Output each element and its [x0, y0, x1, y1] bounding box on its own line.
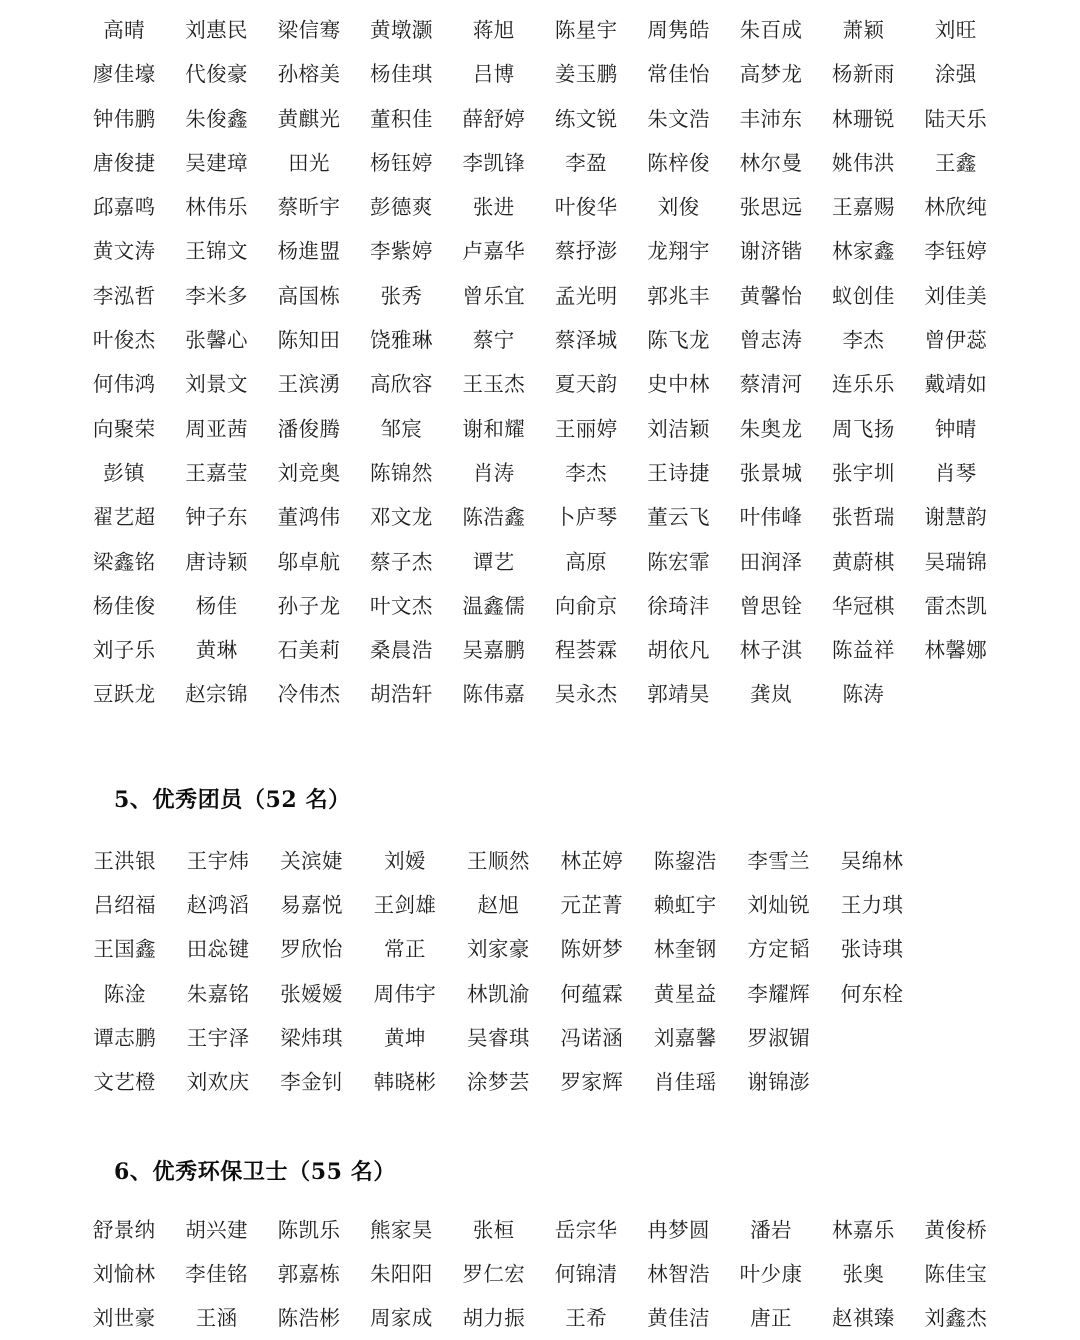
name-cell: 董云飞: [647, 505, 710, 530]
name-cell: 刘景文: [185, 372, 248, 397]
name-cell: 田光: [288, 150, 330, 175]
name-cell: 潘岩: [750, 1217, 792, 1242]
name-cell: 罗欣怡: [280, 937, 343, 962]
name-cell: 岳宗华: [554, 1217, 618, 1242]
name-cell: 王鑫: [934, 150, 977, 175]
name-cell: 陈飞龙: [647, 328, 710, 353]
name-cell: 朱阳阳: [370, 1261, 433, 1286]
name-cell: 代俊豪: [185, 62, 248, 87]
name-cell: 张思远: [739, 195, 803, 220]
name-cell: 刘欢庆: [186, 1070, 250, 1095]
name-cell: 陈宏霏: [647, 549, 710, 574]
name-cell: 黄文涛: [92, 239, 156, 264]
name-cell: 赵宗锦: [185, 682, 248, 707]
name-cell: 蔡清河: [739, 372, 803, 397]
name-cell: 刘洁颖: [647, 416, 710, 441]
name-cell: 陈凯乐: [277, 1217, 341, 1242]
name-cell: 梁炜琪: [280, 1025, 343, 1050]
name-cell: 萧颖: [842, 18, 885, 42]
name-cell: 孟光明: [554, 283, 618, 308]
name-cell: 吕博: [472, 62, 515, 87]
name-cell: 蚁创佳: [832, 283, 895, 308]
name-cell: 胡依凡: [647, 638, 710, 663]
name-cell: 李钰婷: [924, 239, 988, 264]
section-heading-outstanding-environmental-guardians: 6、优秀环保卫士（55 名）: [114, 1158, 396, 1185]
name-cell: 温鑫儒: [462, 593, 526, 618]
name-cell: 黄馨怡: [739, 283, 803, 308]
name-cell: 叶文杰: [370, 593, 433, 618]
name-cell: 方定韬: [747, 937, 811, 962]
name-cell: 高国栋: [277, 283, 341, 308]
name-cell: 周飞扬: [832, 416, 895, 441]
name-cell: 华冠棋: [832, 593, 895, 618]
name-cell: 黄佳洁: [647, 1306, 710, 1331]
name-cell: 王力琪: [840, 893, 904, 918]
name-cell: 王洪银: [93, 848, 157, 873]
name-cell: 张嫒嫒: [280, 981, 343, 1006]
name-cell: 李金钊: [280, 1070, 343, 1095]
name-cell: 赵旭: [477, 893, 520, 918]
name-cell: 黄琳: [195, 638, 238, 663]
name-cell: 王嘉莹: [185, 460, 248, 485]
name-cell: 蔡宁: [472, 328, 515, 353]
name-cell: 冯诺涵: [560, 1025, 624, 1050]
name-cell: 常正: [384, 937, 426, 962]
name-cell: 周伟宇: [373, 981, 437, 1006]
name-cell: 王宇炜: [186, 848, 250, 873]
name-cell: 王涵: [195, 1306, 238, 1331]
name-cell: 刘嘉馨: [653, 1025, 717, 1050]
name-cell: 李杰: [842, 328, 885, 353]
name-cell: 刘惠民: [185, 18, 248, 42]
name-cell: 陆天乐: [924, 106, 988, 131]
name-cell: 向俞京: [554, 593, 618, 618]
name-cell: 肖涛: [472, 460, 515, 485]
name-cell: 曾伊蕊: [924, 328, 988, 353]
name-cell: 唐正: [750, 1306, 792, 1331]
name-cell: 黄蔚棋: [832, 549, 895, 574]
name-cell: 吴绵林: [840, 848, 904, 873]
name-cell: 吴睿琪: [467, 1025, 530, 1050]
name-cell: 张宇圳: [832, 460, 895, 485]
name-cell: 谢锦澎: [747, 1070, 811, 1095]
name-cell: 刘子乐: [92, 638, 156, 663]
name-cell: 涂梦芸: [467, 1070, 530, 1095]
name-cell: 郭嘉栋: [277, 1261, 341, 1286]
name-cell: 林珊锐: [832, 106, 895, 131]
name-cell: 李雪兰: [747, 848, 811, 873]
name-cell: 蔡昕宇: [277, 195, 341, 220]
name-cell: 李紫婷: [370, 239, 433, 264]
name-cell: 陈星宇: [554, 18, 618, 42]
name-cell: 王国鑫: [93, 937, 157, 962]
name-cell: 李盈: [565, 150, 608, 175]
name-cell: 姜玉鹏: [554, 62, 618, 87]
name-cell: 赵鸿滔: [186, 893, 250, 918]
name-cell: 易嘉悦: [280, 893, 343, 918]
name-cell: 邓文龙: [370, 505, 433, 530]
name-cell: 钟伟鹏: [92, 106, 156, 131]
name-cell: 罗家辉: [560, 1070, 624, 1095]
name-cell-empty: [825, 1060, 918, 1104]
name-cell: 刘俊: [657, 195, 700, 220]
name-cell: 刘世豪: [92, 1306, 156, 1331]
name-cell: 肖佳瑶: [653, 1070, 717, 1095]
name-cell: 何锦清: [554, 1261, 618, 1286]
name-cell: 张奥: [842, 1261, 885, 1286]
name-cell: 李佳铭: [185, 1261, 248, 1286]
name-cell: 李杰: [565, 460, 608, 485]
name-cell: 唐俊捷: [92, 150, 156, 175]
name-cell: 王丽婷: [554, 416, 618, 441]
name-cell: 丰沛东: [739, 106, 803, 131]
name-cell: 林智浩: [647, 1261, 710, 1286]
name-cell: 谢济锴: [739, 239, 803, 264]
name-cell: 杨佳琪: [370, 62, 433, 87]
name-cell: 张诗琪: [840, 937, 904, 962]
name-cell: 杨佳俊: [92, 593, 156, 618]
name-cell: 王锦文: [185, 239, 248, 264]
name-cell: 邹宸: [380, 416, 423, 441]
name-cell: 翟艺超: [92, 505, 156, 530]
name-cell: 叶俊华: [554, 195, 618, 220]
name-cell: 李泓哲: [92, 283, 156, 308]
name-cell: 朱俊鑫: [185, 106, 248, 131]
name-cell: 吴瑞锦: [924, 549, 988, 574]
name-cell: 豆跃龙: [92, 682, 156, 707]
name-cell: 何伟鸿: [92, 372, 156, 397]
name-cell: 曾乐宜: [462, 283, 526, 308]
name-cell: 胡浩轩: [370, 682, 433, 707]
name-cell: 廖佳壕: [92, 62, 156, 87]
name-list-section-4-continued: [78, 8, 1002, 717]
name-cell: 陈伟嘉: [462, 682, 526, 707]
name-cell: 张秀: [380, 283, 423, 308]
name-cell: 彭镇: [103, 460, 146, 485]
name-cell: 高梦龙: [739, 62, 803, 87]
name-cell: 董积佳: [370, 106, 433, 131]
name-cell: 杨钰婷: [370, 150, 433, 175]
name-cell: 胡兴建: [185, 1217, 248, 1242]
name-cell: 张馨心: [185, 328, 248, 353]
name-cell: 陈知田: [277, 328, 341, 353]
name-cell: 郭靖昊: [647, 682, 710, 707]
name-cell: 何蕴霖: [560, 981, 624, 1006]
name-cell: 蔡子杰: [370, 549, 433, 574]
name-cell: 陈浩鑫: [462, 505, 526, 530]
name-cell: 吴嘉鹏: [462, 638, 526, 663]
name-cell: 董鸿伟: [277, 505, 341, 530]
name-cell: 王剑雄: [373, 893, 437, 918]
name-cell: 彭德爽: [370, 195, 433, 220]
name-cell: 王滨湧: [277, 372, 341, 397]
name-list-section-5: [78, 839, 919, 1105]
name-cell: 陈锦然: [370, 460, 433, 485]
name-cell: 肖琴: [934, 460, 977, 485]
name-cell: 罗淑镅: [747, 1025, 811, 1050]
name-cell: 林家鑫: [832, 239, 895, 264]
name-cell: 王嘉赐: [832, 195, 895, 220]
name-cell: 石美莉: [277, 638, 341, 663]
name-cell: 黄星益: [653, 981, 717, 1006]
name-cell: 陈佳宝: [924, 1261, 988, 1286]
name-cell: 田惢键: [186, 937, 250, 962]
name-cell: 陈梓俊: [647, 150, 710, 175]
name-cell: 林芷婷: [560, 848, 624, 873]
name-cell: 郭兆丰: [647, 283, 710, 308]
name-cell: 梁鑫铭: [92, 549, 156, 574]
name-cell: 陈浩彬: [277, 1306, 341, 1331]
name-cell: 蔡泽城: [554, 328, 618, 353]
name-cell: 叶俊杰: [92, 328, 156, 353]
name-cell: 张哲瑞: [832, 505, 895, 530]
name-cell: 陈涛: [842, 682, 885, 707]
name-cell: 徐琦沣: [647, 593, 710, 618]
name-cell: 饶雅琳: [370, 328, 433, 353]
name-cell: 黄坤: [384, 1025, 426, 1050]
name-cell: 元芷菁: [560, 893, 624, 918]
name-cell: 王希: [565, 1306, 608, 1331]
name-cell: 吴永杰: [554, 682, 618, 707]
name-cell: 李耀辉: [747, 981, 811, 1006]
name-cell: 钟晴: [934, 416, 977, 441]
name-cell: 龚岚: [750, 682, 792, 707]
name-cell: 曾志涛: [739, 328, 803, 353]
name-cell: 李米多: [185, 283, 248, 308]
name-cell: 朱嘉铭: [186, 981, 250, 1006]
name-cell: 叶少康: [739, 1261, 803, 1286]
name-cell: 孙子龙: [277, 593, 341, 618]
name-cell: 刘嫒: [384, 848, 426, 873]
name-cell: 冉梦圆: [647, 1217, 710, 1242]
name-cell: 桑晨浩: [370, 638, 433, 663]
name-cell: 吕绍福: [93, 893, 157, 918]
name-cell: 林伟乐: [185, 195, 248, 220]
name-cell: 张进: [472, 195, 515, 220]
name-cell: 王玉杰: [462, 372, 526, 397]
name-cell: 杨新雨: [832, 62, 895, 87]
name-cell: 刘旺: [934, 18, 977, 42]
name-cell: 朱奥龙: [739, 416, 803, 441]
name-cell: 罗仁宏: [462, 1261, 526, 1286]
name-cell: 潘俊腾: [277, 416, 341, 441]
name-cell: 张景城: [739, 460, 803, 485]
name-cell: 赖虹宇: [653, 893, 717, 918]
name-cell: 钟子东: [185, 505, 248, 530]
name-cell: 林欣纯: [924, 195, 988, 220]
name-cell: 杨進盟: [277, 239, 341, 264]
name-cell: 刘灿锐: [747, 893, 811, 918]
name-cell: 高晴: [103, 18, 146, 42]
name-cell: 杨佳: [195, 593, 238, 618]
name-cell: 孙榕美: [277, 62, 341, 87]
document-page: [0, 8, 1080, 1331]
name-cell: 林子淇: [739, 638, 803, 663]
name-cell: 周隽皓: [647, 18, 710, 42]
name-cell: 周亚茜: [185, 416, 248, 441]
name-cell: 陈鋆浩: [653, 848, 717, 873]
name-cell: 冷伟杰: [277, 682, 341, 707]
name-cell: 刘家豪: [467, 937, 530, 962]
name-cell: 陈妍梦: [560, 937, 624, 962]
name-cell: 连乐乐: [832, 372, 895, 397]
name-cell: 陈淦: [103, 981, 146, 1006]
name-cell: 戴靖如: [924, 372, 988, 397]
name-cell: 关滨婕: [280, 848, 343, 873]
name-cell: 向聚荣: [92, 416, 156, 441]
name-cell: 赵祺臻: [832, 1306, 895, 1331]
name-cell: 朱文浩: [647, 106, 710, 131]
name-cell: 黄墩灏: [370, 18, 433, 42]
name-cell: 韩晓彬: [373, 1070, 437, 1095]
name-cell: 邬卓航: [277, 549, 341, 574]
name-cell: 黄俊桥: [924, 1217, 988, 1242]
name-cell: 蔡抒澎: [554, 239, 618, 264]
name-cell: 谭志鹏: [93, 1025, 157, 1050]
name-cell: 刘愉林: [92, 1261, 156, 1286]
name-cell: 林凯渝: [467, 981, 530, 1006]
name-cell: 梁信骞: [277, 18, 341, 42]
name-cell: 薛舒婷: [462, 106, 526, 131]
name-cell: 邱嘉鸣: [92, 195, 156, 220]
name-cell: 田润泽: [739, 549, 803, 574]
name-cell: 胡力振: [462, 1306, 526, 1331]
name-cell: 吴建璋: [185, 150, 248, 175]
name-cell: 高欣容: [370, 372, 433, 397]
name-cell: 谢和耀: [462, 416, 526, 441]
name-cell: 史中林: [647, 372, 710, 397]
name-cell: 高原: [565, 549, 608, 574]
name-cell: 雷杰凯: [924, 593, 988, 618]
name-cell: 林嘉乐: [832, 1217, 895, 1242]
name-cell: 卜庐琴: [554, 505, 618, 530]
name-cell: 谭艺: [472, 549, 515, 574]
name-cell: 陈益祥: [832, 638, 895, 663]
name-cell: 练文锐: [554, 106, 618, 131]
name-cell: 蒋旭: [472, 18, 515, 42]
name-cell: 曾思铨: [739, 593, 803, 618]
name-cell: 夏天韵: [554, 372, 618, 397]
name-cell: 林奎钢: [653, 937, 717, 962]
name-cell: 姚伟洪: [832, 150, 895, 175]
name-cell: 刘竞奥: [277, 460, 341, 485]
name-cell: 何东栓: [840, 981, 904, 1006]
name-cell: 朱百成: [739, 18, 803, 42]
name-cell: 程荟霖: [554, 638, 618, 663]
name-cell: 文艺橙: [93, 1070, 157, 1095]
name-cell: 谢慧韵: [924, 505, 988, 530]
name-cell: 王宇泽: [186, 1025, 250, 1050]
name-cell: 卢嘉华: [462, 239, 526, 264]
name-cell: 王诗捷: [647, 460, 710, 485]
name-cell: 常佳怡: [647, 62, 710, 87]
name-cell: 龙翔宇: [647, 239, 710, 264]
name-cell: 王顺然: [467, 848, 530, 873]
name-cell-empty: [910, 672, 1002, 716]
name-cell-empty: [825, 1016, 918, 1060]
name-cell: 唐诗颖: [185, 549, 248, 574]
section-heading-outstanding-league-members: 5、优秀团员（52 名）: [114, 786, 351, 813]
name-cell: 张桓: [472, 1217, 515, 1242]
name-cell: 刘鑫杰: [924, 1306, 988, 1331]
name-cell: 涂强: [934, 62, 977, 87]
name-cell: 刘佳美: [924, 283, 988, 308]
name-cell: 熊家昊: [370, 1217, 433, 1242]
name-cell: 林馨娜: [924, 638, 988, 663]
name-cell: 黄麒光: [277, 106, 341, 131]
name-cell: 叶伟峰: [739, 505, 803, 530]
name-cell: 林尔曼: [739, 150, 803, 175]
name-cell: 李凯锋: [462, 150, 526, 175]
name-cell: 舒景纳: [92, 1217, 156, 1242]
name-cell: 周家成: [370, 1306, 433, 1331]
